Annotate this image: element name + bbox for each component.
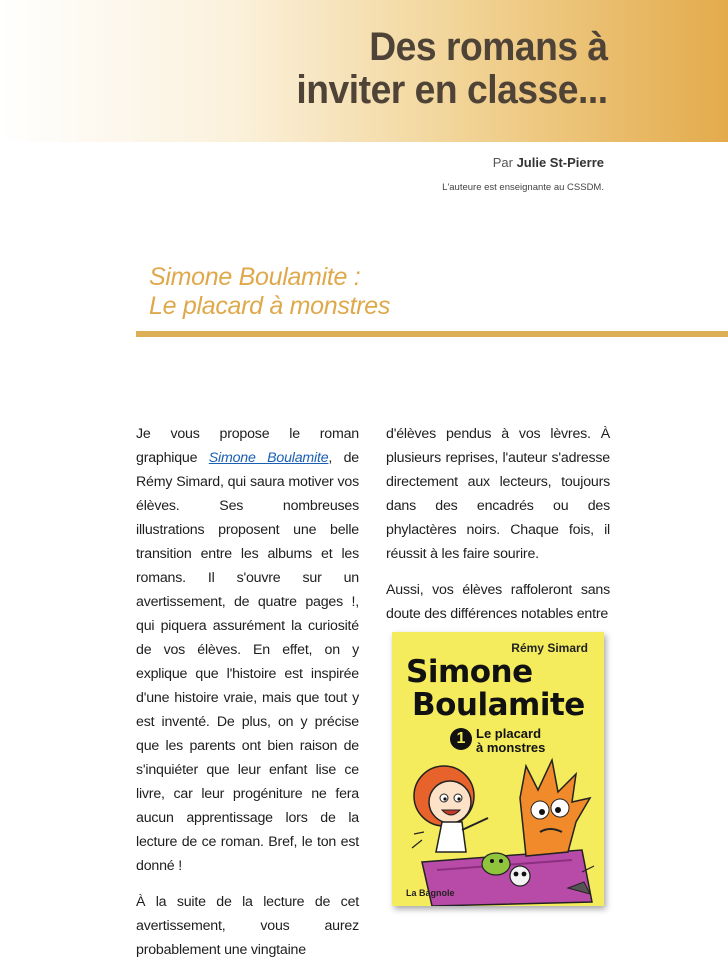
page-title [297, 26, 608, 112]
book-cover-volume-badge: 1 [450, 728, 472, 750]
section-title-line2: Le placard à monstres [149, 292, 391, 320]
section-divider [136, 331, 728, 337]
paragraph-1-body: , de Rémy Simard, qui saura motiver vos élèves. Ses nombreuses illustrations proposent une belle transition entre les albums et les romans. Il s'ouvre sur un avertissement, de quatre pages !, qui piquera assurément la curiosité de vos élèves. En effet, on y explique que l'histoire est inspirée d'une histoire vraie, mais que tout y est inventé. De plus, on y précise que les parents ont bien raison de s'inquiéter que leur enfant lise ce livre, car leur progéniture ne fera aucun apprentissage lors de la lecture de ce roman. Bref, le ton est donné ! [136, 450, 359, 874]
section-title [149, 263, 390, 321]
author-name: Julie St-Pierre [516, 155, 604, 170]
author-note: L'auteure est enseignante au CSSDM. [442, 182, 604, 193]
article-paragraph-3: Aussi, vos élèves raffoleront sans doute des différences notables entre [386, 582, 610, 622]
book-cover-subtitle-line1: Le placard [476, 726, 542, 741]
page-title-line1: Des romans à [369, 25, 608, 69]
byline [493, 155, 604, 170]
book-cover-title-line1: Simone [406, 654, 533, 690]
book-cover-publisher: La Bagnole [406, 888, 455, 898]
paragraph-1-intro: Je vous propose le roman graphique [136, 426, 359, 466]
article-paragraph-1 [136, 422, 359, 878]
book-cover-subtitle-line2: à monstres [476, 740, 546, 755]
page-title-line2: inviter en classe... [296, 68, 608, 112]
section-title-line1: Simone Boulamite : [149, 263, 361, 291]
book-cover-title-line2: Boulamite [412, 687, 585, 723]
byline-prefix: Par [492, 155, 513, 170]
book-cover-author: Rémy Simard [511, 641, 588, 655]
book-cover-image [392, 632, 604, 906]
book-title-link[interactable]: Simone Boulamite [208, 450, 329, 466]
article-paragraph-2-start: À la suite de la lecture de cet avertissement, vous aurez probablement une vingtaine [136, 894, 359, 958]
book-cover-subtitle [476, 727, 545, 755]
header-banner [0, 0, 728, 142]
book-cover-illustration [392, 752, 604, 906]
article-column-right [386, 422, 610, 638]
article-column-left [136, 422, 359, 974]
book-cover-title [406, 656, 585, 722]
article-paragraph-2-end: d'élèves pendus à vos lèvres. À plusieurs reprises, l'auteur s'adresse directement aux lecteurs, toujours dans des encadrés ou des phylactères noirs. Chaque fois, il réussit à les faire sourire. [386, 426, 610, 562]
